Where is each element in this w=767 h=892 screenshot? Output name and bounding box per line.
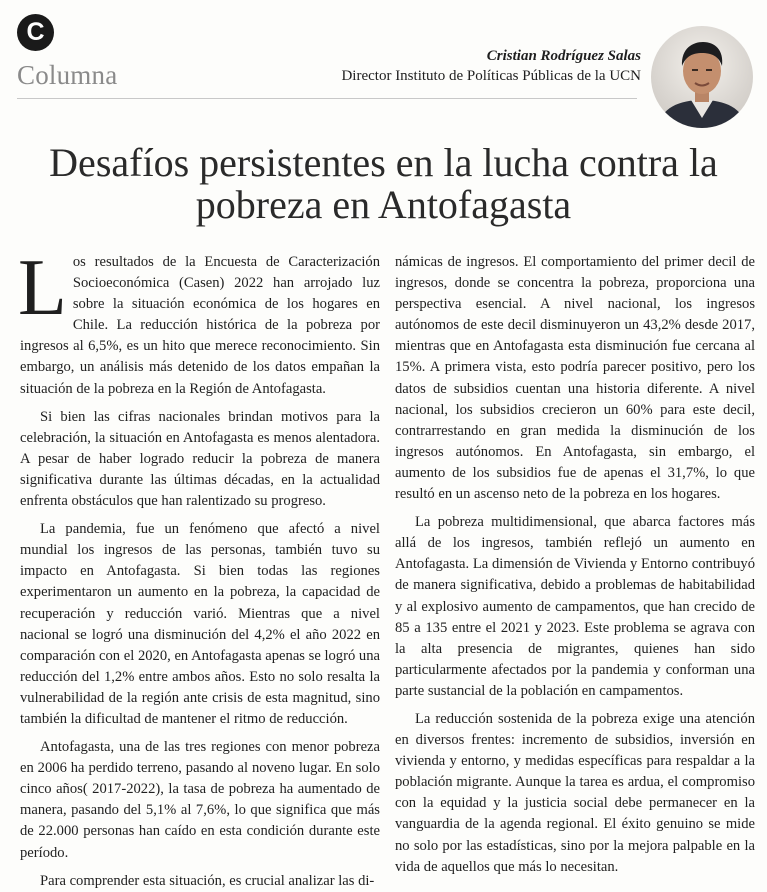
article-paragraph — [18, 244, 380, 400]
article-title-line-1: Desafíos persistentes en la lucha contra la — [49, 140, 718, 185]
article-body — [18, 244, 755, 889]
article-paragraph: La pandemia, fue un fenómeno que afectó a nivel mundial los ingresos de las personas, también tuvo su impacto en Antofagasta. Si bien todas las regiones experimentaron un aumento en la pobreza, la capacidad de recuperación y reducción varió. Mientras que a nivel nacional se logró una disminución del 4,2% el año 2022 en comparación con el 2020, en Antofagasta apenas se logró una reducción del 1,2% entre ambos años. Esto no solo resalta la vulnerabilidad de la región ante crisis de esta magnitud, sino también la dificultad de mantener el ritmo de reducción. — [20, 521, 380, 727]
paragraph-text: os resultados de la Encuesta de Caracterización Socioeconómica (Casen) 2022 han arrojado luz sobre la situación económica de los hogares en Chile. La reducción histórica de la pobreza por ingresos al 6,5%, es un hito que merece reconocimiento. Sin embargo, un análisis más detenido de los datos empañan la situación de la pobreza en la Región de Antofagasta. — [20, 254, 380, 397]
drop-cap: L — [18, 244, 67, 332]
article-paragraph: Antofagasta, una de las tres regiones con menor pobreza en 2006 ha perdido terreno, pasando al noveno lugar. En solo cinco años( 2017-2022), la tasa de pobreza ha aumentado de manera, pasando del 5,1% al 7,6%, lo que significa que más de 22.000 personas han caído en esta condición durante este período. — [20, 739, 380, 861]
article-paragraph: Si bien las cifras nacionales brindan motivos para la celebración, la situación en Antofagasta es menos alentadora. A pesar de haber logrado reducir la pobreza de manera significativa durante las últimas décadas, en la actualidad enfrenta obstáculos que han ralentizado su progreso. — [20, 408, 380, 510]
article-paragraph: námicas de ingresos. El comportamiento del primer decil de ingresos, donde se concentra la pobreza, proporciona una perspectiva esencial. A nivel nacional, los ingresos autónomos de este decil disminuyeron un 43,2% desde 2017, mientras que en Antofagasta esta disminución fue cercana al 15%. A primera vista, esto podría parecer positivo, pero los datos de subsidios cuentan una historia diferente. A nivel nacional, los subsidios crecieron un 60% para este decil, contrarrestando en gran medida la disminución de los ingresos autónomos. En Antofagasta, sin embargo, el aumento de los subsidios fue de apenas el 31,7%, lo que resultó en un ascenso neto de la pobreza en los hogares. — [395, 254, 755, 503]
author-name: Cristian Rodríguez Salas — [486, 48, 641, 64]
article-paragraph: Para comprender esta situación, es crucial analizar las di- — [40, 872, 375, 889]
author-avatar — [651, 26, 753, 128]
header-divider — [17, 98, 637, 99]
article-title-line-2: pobreza en Antofagasta — [195, 182, 572, 227]
article-title — [20, 142, 747, 226]
section-label: Columna — [17, 60, 118, 90]
article-column-left — [18, 244, 380, 889]
author-photo-icon — [651, 26, 753, 128]
author-role: Director Instituto de Políticas Públicas de la UCN — [341, 68, 641, 84]
section-badge: C — [17, 14, 54, 51]
article-column-right — [395, 252, 755, 875]
article-paragraph: La reducción sostenida de la pobreza exige una atención en diversos frentes: incremento de subsidios, inversión en vivienda y entorno, y medidas específicas para respaldar a la población migrante. Aunque la tarea es ardua, el compromiso con la equidad y la justicia social debe permanecer en la vanguardia de la agenda regional. El éxito genuino se mide no solo por las estadísticas, sino por la mejora palpable en la vida de aquellos que más lo necesitan. — [395, 710, 755, 875]
author-block — [341, 48, 641, 85]
article-paragraph: La pobreza multidimensional, que abarca factores más allá de los ingresos, también reflejó un aumento en Antofagasta. La dimensión de Vivienda y Entorno contribuyó de manera significativa, debido a problemas de habitabilidad y al explosivo aumento de campamentos, que han crecido de 85 a 135 entre el 2021 y 2023. Este problema se agrava con la alta presencia de migrantes, quienes han sido particularmente afectados por la pandemia y conforman una parte sustancial de la población en campamentos. — [395, 514, 755, 699]
